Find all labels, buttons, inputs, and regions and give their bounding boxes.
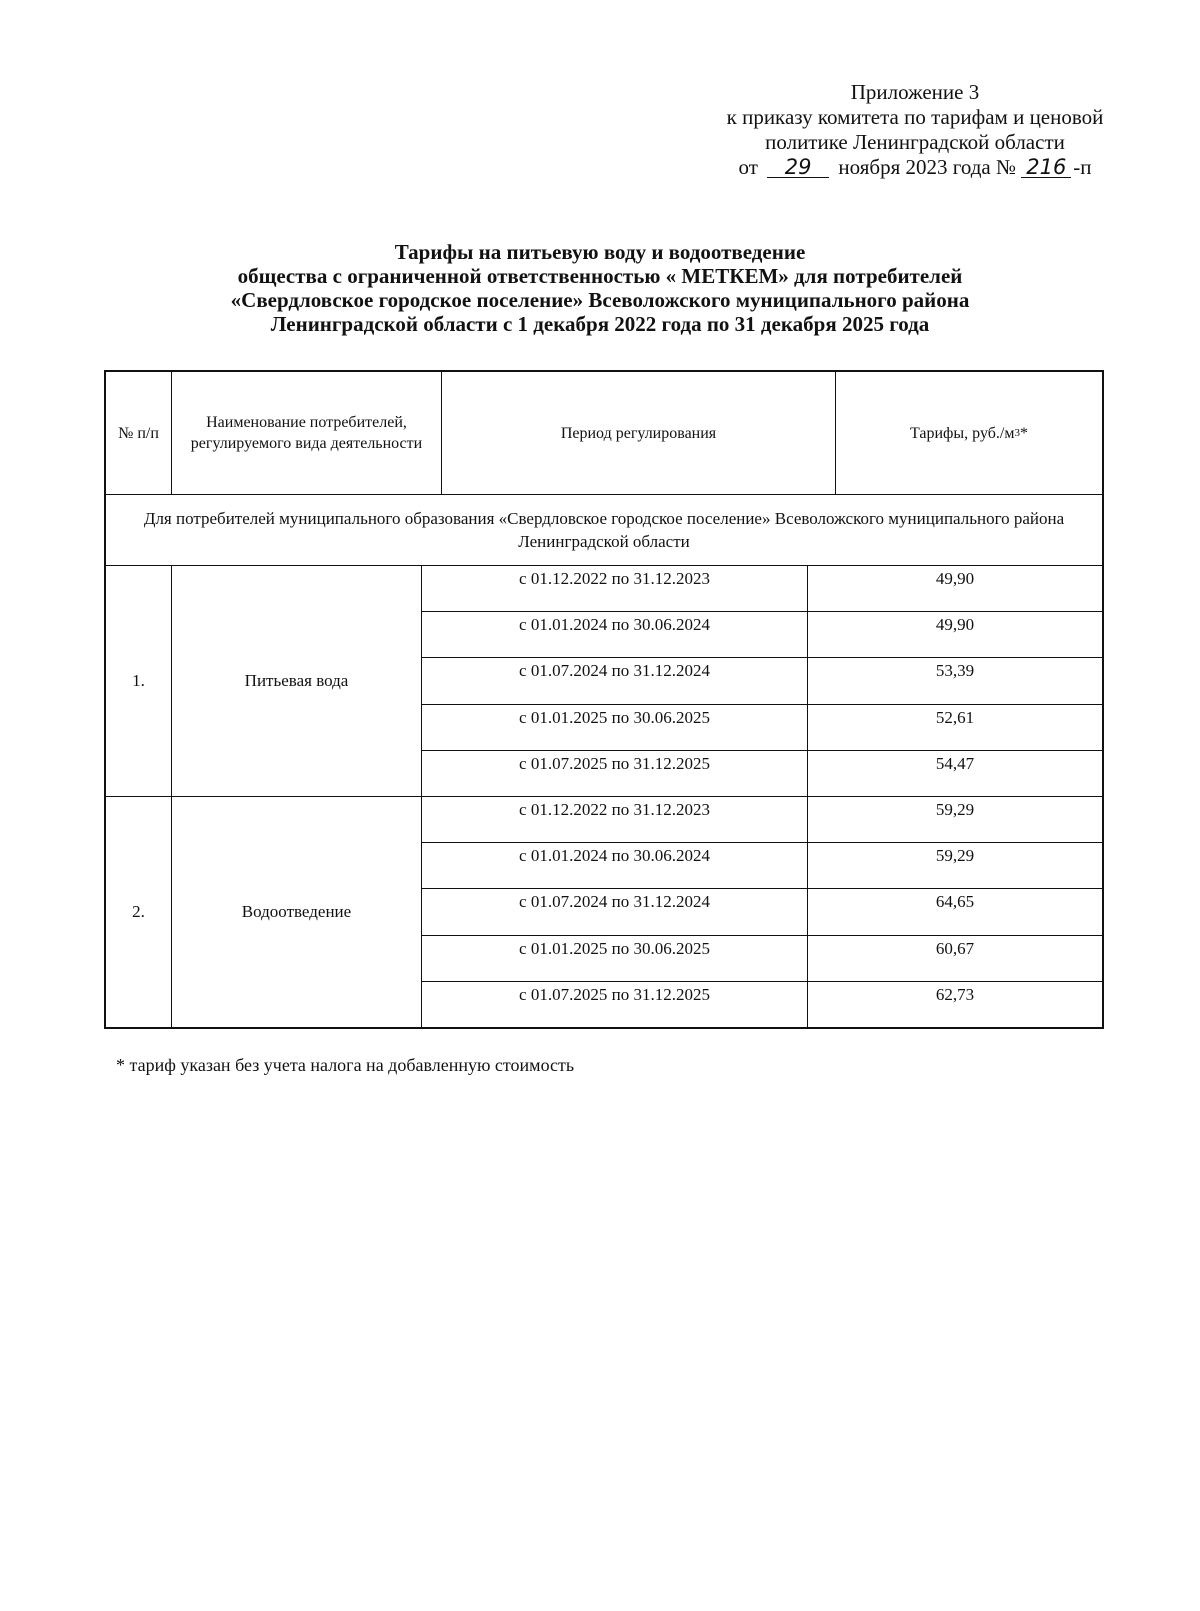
appendix-block bbox=[690, 80, 1140, 180]
table-row bbox=[422, 982, 1102, 1027]
period-cell: с 01.07.2024 по 31.12.2024 bbox=[422, 658, 808, 703]
tariff-cell: 53,39 bbox=[935, 661, 975, 681]
period-cell: с 01.01.2024 по 30.06.2024 bbox=[422, 843, 808, 888]
tariff-cell: 59,29 bbox=[935, 800, 975, 819]
order-suffix: -п bbox=[1073, 155, 1092, 179]
footnote: * тариф указан без учета налога на добавленную стоимость bbox=[116, 1055, 575, 1075]
group-number: 2. bbox=[106, 797, 172, 1027]
table-row bbox=[422, 705, 1102, 751]
table-group-drinking-water bbox=[106, 566, 1102, 796]
period-cell: с 01.01.2025 по 30.06.2025 bbox=[422, 936, 808, 981]
handwritten-order-number: 216 bbox=[1021, 157, 1071, 178]
header-period: Период регулирования bbox=[442, 372, 836, 494]
period-cell: с 01.12.2022 по 31.12.2023 bbox=[422, 797, 808, 842]
title-line-4: Ленинградской области с 1 декабря 2022 года по 31 декабря 2025 года bbox=[270, 312, 930, 336]
appendix-date-line bbox=[690, 155, 1140, 180]
table-row bbox=[422, 843, 1102, 889]
tariff-cell: 59,29 bbox=[935, 846, 975, 866]
period-cell: с 01.12.2022 по 31.12.2023 bbox=[422, 566, 808, 611]
header-tariff: Тарифы, руб./м 3 * bbox=[910, 424, 1028, 442]
table-row bbox=[422, 658, 1102, 704]
period-cell: с 01.01.2025 по 30.06.2025 bbox=[422, 705, 808, 750]
document-title bbox=[100, 240, 1100, 336]
period-cell: с 01.01.2024 по 30.06.2024 bbox=[422, 612, 808, 657]
tariff-cell: 64,65 bbox=[935, 892, 975, 912]
tariff-cell: 52,61 bbox=[935, 707, 975, 727]
period-cell: с 01.07.2025 по 31.12.2025 bbox=[422, 982, 808, 1027]
date-prefix: от bbox=[738, 155, 758, 179]
appendix-committee-line: политике Ленинградской области bbox=[765, 130, 1065, 154]
table-group-wastewater bbox=[106, 796, 1102, 1027]
table-row bbox=[422, 889, 1102, 935]
tariff-cell: 49,90 bbox=[935, 615, 975, 635]
tariff-cell: 54,47 bbox=[935, 753, 975, 773]
group-rows bbox=[422, 566, 1102, 796]
header-tariff-text: Тарифы, руб./м bbox=[910, 424, 1015, 442]
table-row bbox=[422, 936, 1102, 982]
table-row bbox=[422, 751, 1102, 796]
tariff-cell: 60,67 bbox=[935, 938, 975, 958]
tariff-cell: 49,90 bbox=[935, 569, 975, 588]
table-row bbox=[422, 566, 1102, 612]
period-cell: с 01.07.2024 по 31.12.2024 bbox=[422, 889, 808, 934]
tariff-table bbox=[104, 370, 1104, 1029]
group-rows bbox=[422, 797, 1102, 1027]
header-tariff-mark: * bbox=[1019, 424, 1028, 442]
table-row bbox=[422, 797, 1102, 843]
handwritten-day: 29 bbox=[767, 157, 829, 178]
date-month-year: ноября 2023 года № bbox=[838, 155, 1017, 179]
tariff-cell: 62,73 bbox=[935, 984, 975, 1004]
group-number: 1. bbox=[106, 566, 172, 796]
title-line-2: общества с ограниченной ответственностью « МЕТКЕМ» для потребителей bbox=[237, 264, 963, 288]
table-header-row bbox=[106, 372, 1102, 495]
appendix-number: Приложение 3 bbox=[850, 80, 980, 104]
appendix-order-line: к приказу комитета по тарифам и ценовой bbox=[726, 105, 1104, 129]
title-line-3: «Свердловское городское поселение» Всеволожского муниципального района bbox=[230, 288, 970, 312]
group-name: Питьевая вода bbox=[172, 566, 422, 796]
period-cell: с 01.07.2025 по 31.12.2025 bbox=[422, 751, 808, 796]
header-name: Наименование потребителей, регулируемого вида деятельности bbox=[172, 372, 442, 494]
table-row bbox=[422, 612, 1102, 658]
title-line-1: Тарифы на питьевую воду и водоотведение bbox=[394, 240, 806, 264]
header-number: № п/п bbox=[106, 372, 172, 494]
group-name: Водоотведение bbox=[172, 797, 422, 1027]
table-subheader: Для потребителей муниципального образования «Свердловское городское поселение» Всеволожского муниципального района Ленинградской области bbox=[106, 495, 1102, 566]
